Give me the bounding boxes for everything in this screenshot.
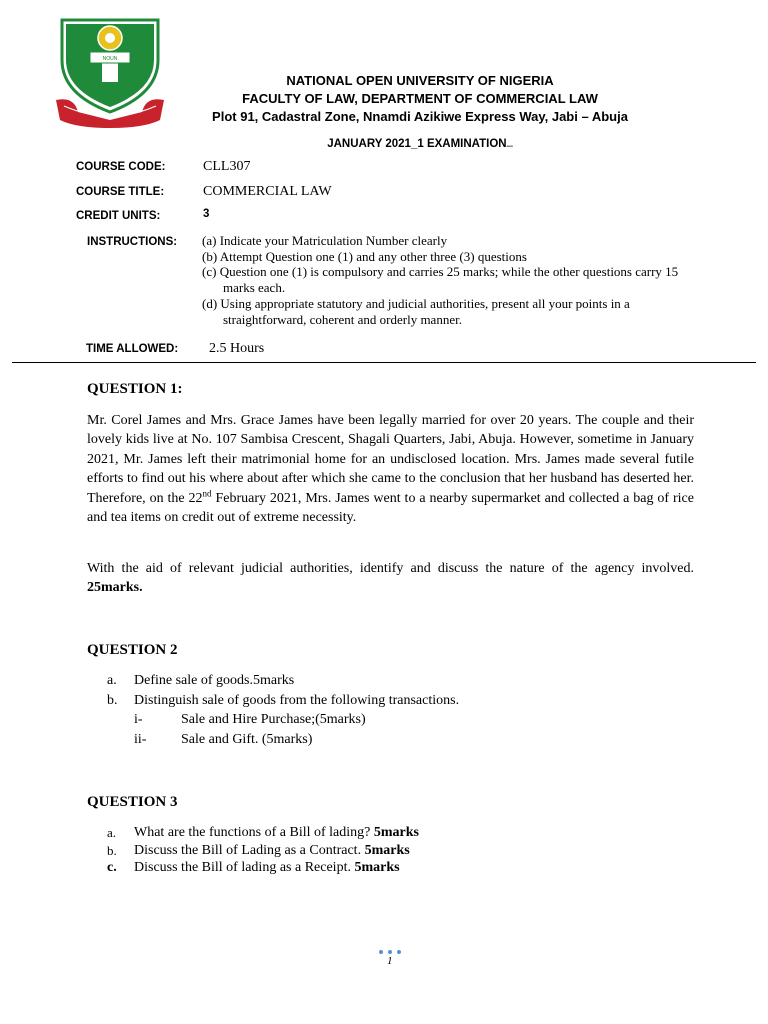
list-marker: i- <box>134 712 143 727</box>
exam-title-suffix: cum <box>506 144 513 148</box>
list-marker: ii- <box>134 732 147 747</box>
question-1-scenario: Mr. Corel James and Mrs. Grace James have been legally married for over 20 years. The couple and their lovely kids live at No. 107 Sambisa Crescent, Shagali Quarters, Jabi, Abuja. However, sometime in January 2021, Mr. James left their matrimonial home for an undisclosed location. Mrs. James made several futile efforts to find out his where about after which she came to the conclusion that her husband has deserted her. Therefore, on the 22nd February 2021, Mrs. James went to a nearby supermarket and collected a bag of rice and tea items on credit out of extreme necessity. <box>87 413 694 526</box>
question-1-heading: QUESTION 1: <box>87 381 183 397</box>
header-divider <box>12 362 756 363</box>
instruction-item: (c) Question one (1) is compulsory and carries 25 marks; while the other questions carry 15 marks each. <box>202 264 679 296</box>
course-title-value: COMMERCIAL LAW <box>203 184 332 199</box>
question-3-item-c: Discuss the Bill of lading as a Receipt. 5marks <box>134 860 400 875</box>
time-allowed-value: 2.5 Hours <box>209 341 265 356</box>
exam-title: JANUARY 2021_1 EXAMINATION <box>327 138 507 150</box>
exam-title-line <box>150 135 690 155</box>
question-2-heading: QUESTION 2 <box>87 642 178 658</box>
faculty-name: FACULTY OF LAW, DEPARTMENT OF COMMERCIAL LAW <box>242 91 598 106</box>
page-number: 1 <box>387 955 393 967</box>
question-1-task: With the aid of relevant judicial authorities, identify and discuss the nature of the agency involved. 25marks. <box>87 561 694 596</box>
course-code-label: COURSE CODE: <box>76 161 166 173</box>
list-marker: c. <box>107 860 117 875</box>
university-address: Plot 91, Cadastral Zone, Nnamdi Azikiwe Express Way, Jabi – Abuja <box>212 109 628 124</box>
question-2-item-a: Define sale of goods.5marks <box>134 673 295 688</box>
ordinal-suffix: nd <box>202 487 212 498</box>
question-2-subitem-ii: Sale and Gift. (5marks) <box>181 732 313 747</box>
list-marker: b. <box>107 693 118 708</box>
instructions-label: INSTRUCTIONS: <box>87 236 178 248</box>
question-2-item-b: Distinguish sale of goods from the following transactions. <box>134 693 460 708</box>
course-title-label: COURSE TITLE: <box>76 186 165 198</box>
course-code-value: CLL307 <box>203 159 251 174</box>
instruction-item: (a) Indicate your Matriculation Number clearly <box>202 233 448 248</box>
instruction-item: (b) Attempt Question one (1) and any other three (3) questions <box>202 248 527 264</box>
question-3-heading: QUESTION 3 <box>87 794 178 810</box>
instructions-list <box>202 233 702 327</box>
list-marker: a. <box>107 673 117 688</box>
list-marker: b. <box>107 843 117 858</box>
question-2-subitem-i: Sale and Hire Purchase;(5marks) <box>181 712 366 727</box>
question-3-item-a: What are the functions of a Bill of lading? 5marks <box>134 825 419 840</box>
question-3-item-b: Discuss the Bill of Lading as a Contract. 5marks <box>134 843 410 858</box>
credit-units-value: 3 <box>203 208 210 220</box>
instruction-item: (d) Using appropriate statutory and judicial authorities, present all your points in a straightforward, coherent and orderly manner. <box>202 295 630 327</box>
university-name: NATIONAL OPEN UNIVERSITY OF NIGERIA <box>286 73 554 88</box>
logo-banner-text: NOUN <box>102 56 118 62</box>
question-1-marks: 25marks. <box>87 580 143 596</box>
time-allowed-label: TIME ALLOWED: <box>86 343 179 355</box>
list-marker: a. <box>107 825 117 840</box>
credit-units-label: CREDIT UNITS: <box>76 210 161 222</box>
